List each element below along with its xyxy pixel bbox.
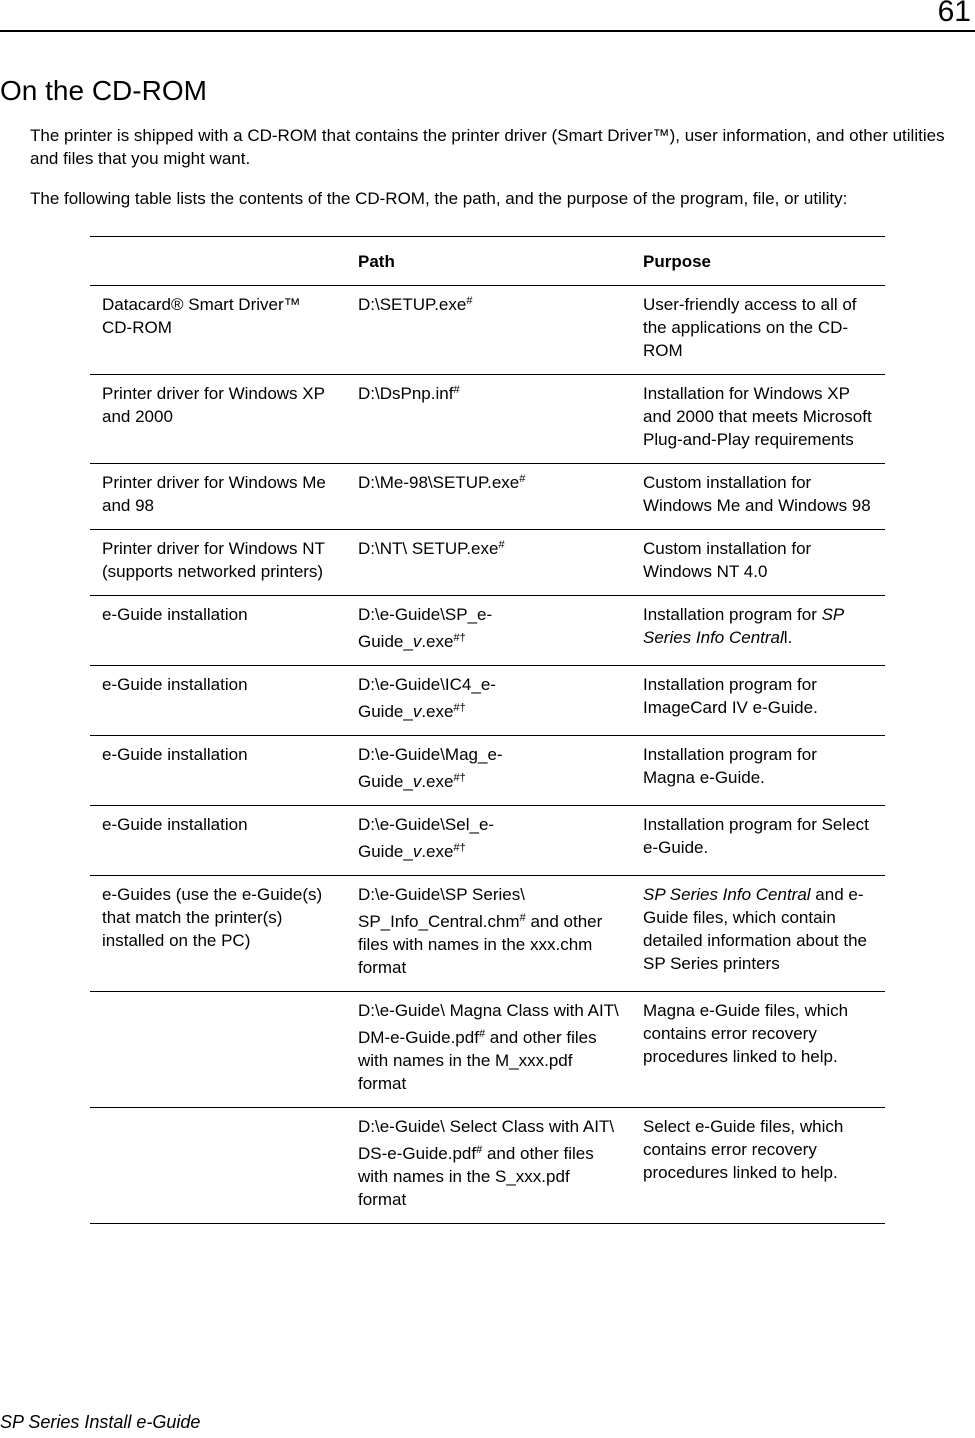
row-purpose: User-friendly access to all of the applications on the CD-ROM xyxy=(643,295,857,360)
row-purpose: Custom installation for Windows Me and Windows 98 xyxy=(643,473,871,515)
table-row xyxy=(90,464,885,530)
row-item: e-Guides (use the e-Guide(s) that match the printer(s) installed on the PC) xyxy=(102,885,323,950)
row-path: D:\Me-98\SETUP.exe# xyxy=(358,473,526,492)
row-path: D:\e-Guide\ Select Class with AIT\ DS-e-Guide.pdf# and other files with names in the S_xxx.pdf format xyxy=(358,1117,615,1209)
row-purpose: Installation for Windows XP and 2000 that meets Microsoft Plug-and-Play requirements xyxy=(643,384,872,449)
table-row xyxy=(90,806,885,876)
row-purpose: Custom installation for Windows NT 4.0 xyxy=(643,539,812,581)
table-intro-paragraph: The following table lists the contents of the CD-ROM, the path, and the purpose of the program, file, or utility: xyxy=(30,189,848,208)
row-purpose: Magna e-Guide files, which contains error recovery procedures linked to help. xyxy=(643,1001,849,1066)
row-path: D:\DsPnp.inf# xyxy=(358,384,460,403)
header-item xyxy=(90,237,346,286)
row-path: D:\e-Guide\SP Series\ SP_Info_Central.chm# and other files with names in the xxx.chm format xyxy=(358,885,603,977)
row-purpose: Select e-Guide files, which contains error recovery procedures linked to help. xyxy=(643,1117,844,1182)
table-row xyxy=(90,992,885,1108)
table-row xyxy=(90,666,885,736)
row-purpose: SP Series Info Central and e-Guide files, which contain detailed information about the SP Series printers xyxy=(643,885,867,973)
row-item: e-Guide installation xyxy=(102,605,248,624)
row-path: D:\e-Guide\ Magna Class with AIT\ DM-e-Guide.pdf# and other files with names in the M_xxx.pdf format xyxy=(358,1001,619,1093)
table-row xyxy=(90,375,885,464)
row-item: e-Guide installation xyxy=(102,675,248,694)
row-item xyxy=(90,1108,346,1127)
row-item: Printer driver for Windows XP and 2000 xyxy=(102,384,325,426)
table-row xyxy=(90,736,885,806)
row-item: Printer driver for Windows Me and 98 xyxy=(102,473,326,515)
row-path: D:\e-Guide\SP_e- Guide_v.exe#† xyxy=(358,605,493,651)
row-purpose: Installation program for ImageCard IV e-Guide. xyxy=(643,675,818,717)
row-purpose: Installation program for Select e-Guide. xyxy=(643,815,869,857)
table-row xyxy=(90,876,885,992)
row-item: e-Guide installation xyxy=(102,745,248,764)
row-item: Printer driver for Windows NT (supports networked printers) xyxy=(102,539,325,581)
row-path: D:\SETUP.exe# xyxy=(358,295,473,314)
row-purpose: Installation program for SP Series Info Centrall. xyxy=(643,605,844,647)
table-row xyxy=(90,286,885,375)
intro-paragraph: The printer is shipped with a CD-ROM that contains the printer driver (Smart Driver™), user information, and other utilities and files that you might want. xyxy=(30,126,945,168)
table-row xyxy=(90,596,885,666)
row-path: D:\e-Guide\Mag_e- Guide_v.exe#† xyxy=(358,745,503,791)
row-item: e-Guide installation xyxy=(102,815,248,834)
header-path: Path xyxy=(358,251,395,271)
cd-contents-table xyxy=(90,236,885,1224)
row-path: D:\e-Guide\IC4_e- Guide_v.exe#† xyxy=(358,675,496,721)
footer-document-title: SP Series Install e-Guide xyxy=(0,1412,201,1432)
table-header-row xyxy=(90,237,885,286)
row-purpose: Installation program for Magna e-Guide. xyxy=(643,745,817,787)
page-number: 61 xyxy=(937,0,971,28)
table-row xyxy=(90,530,885,596)
table-row xyxy=(90,1108,885,1224)
row-path: D:\NT\ SETUP.exe# xyxy=(358,539,505,558)
section-title: On the CD-ROM xyxy=(0,75,207,106)
row-item: Datacard® Smart Driver™ CD-ROM xyxy=(102,295,301,337)
header-rule xyxy=(0,30,975,32)
row-path: D:\e-Guide\Sel_e- Guide_v.exe#† xyxy=(358,815,495,861)
row-item xyxy=(90,992,346,1011)
header-purpose: Purpose xyxy=(643,251,712,271)
